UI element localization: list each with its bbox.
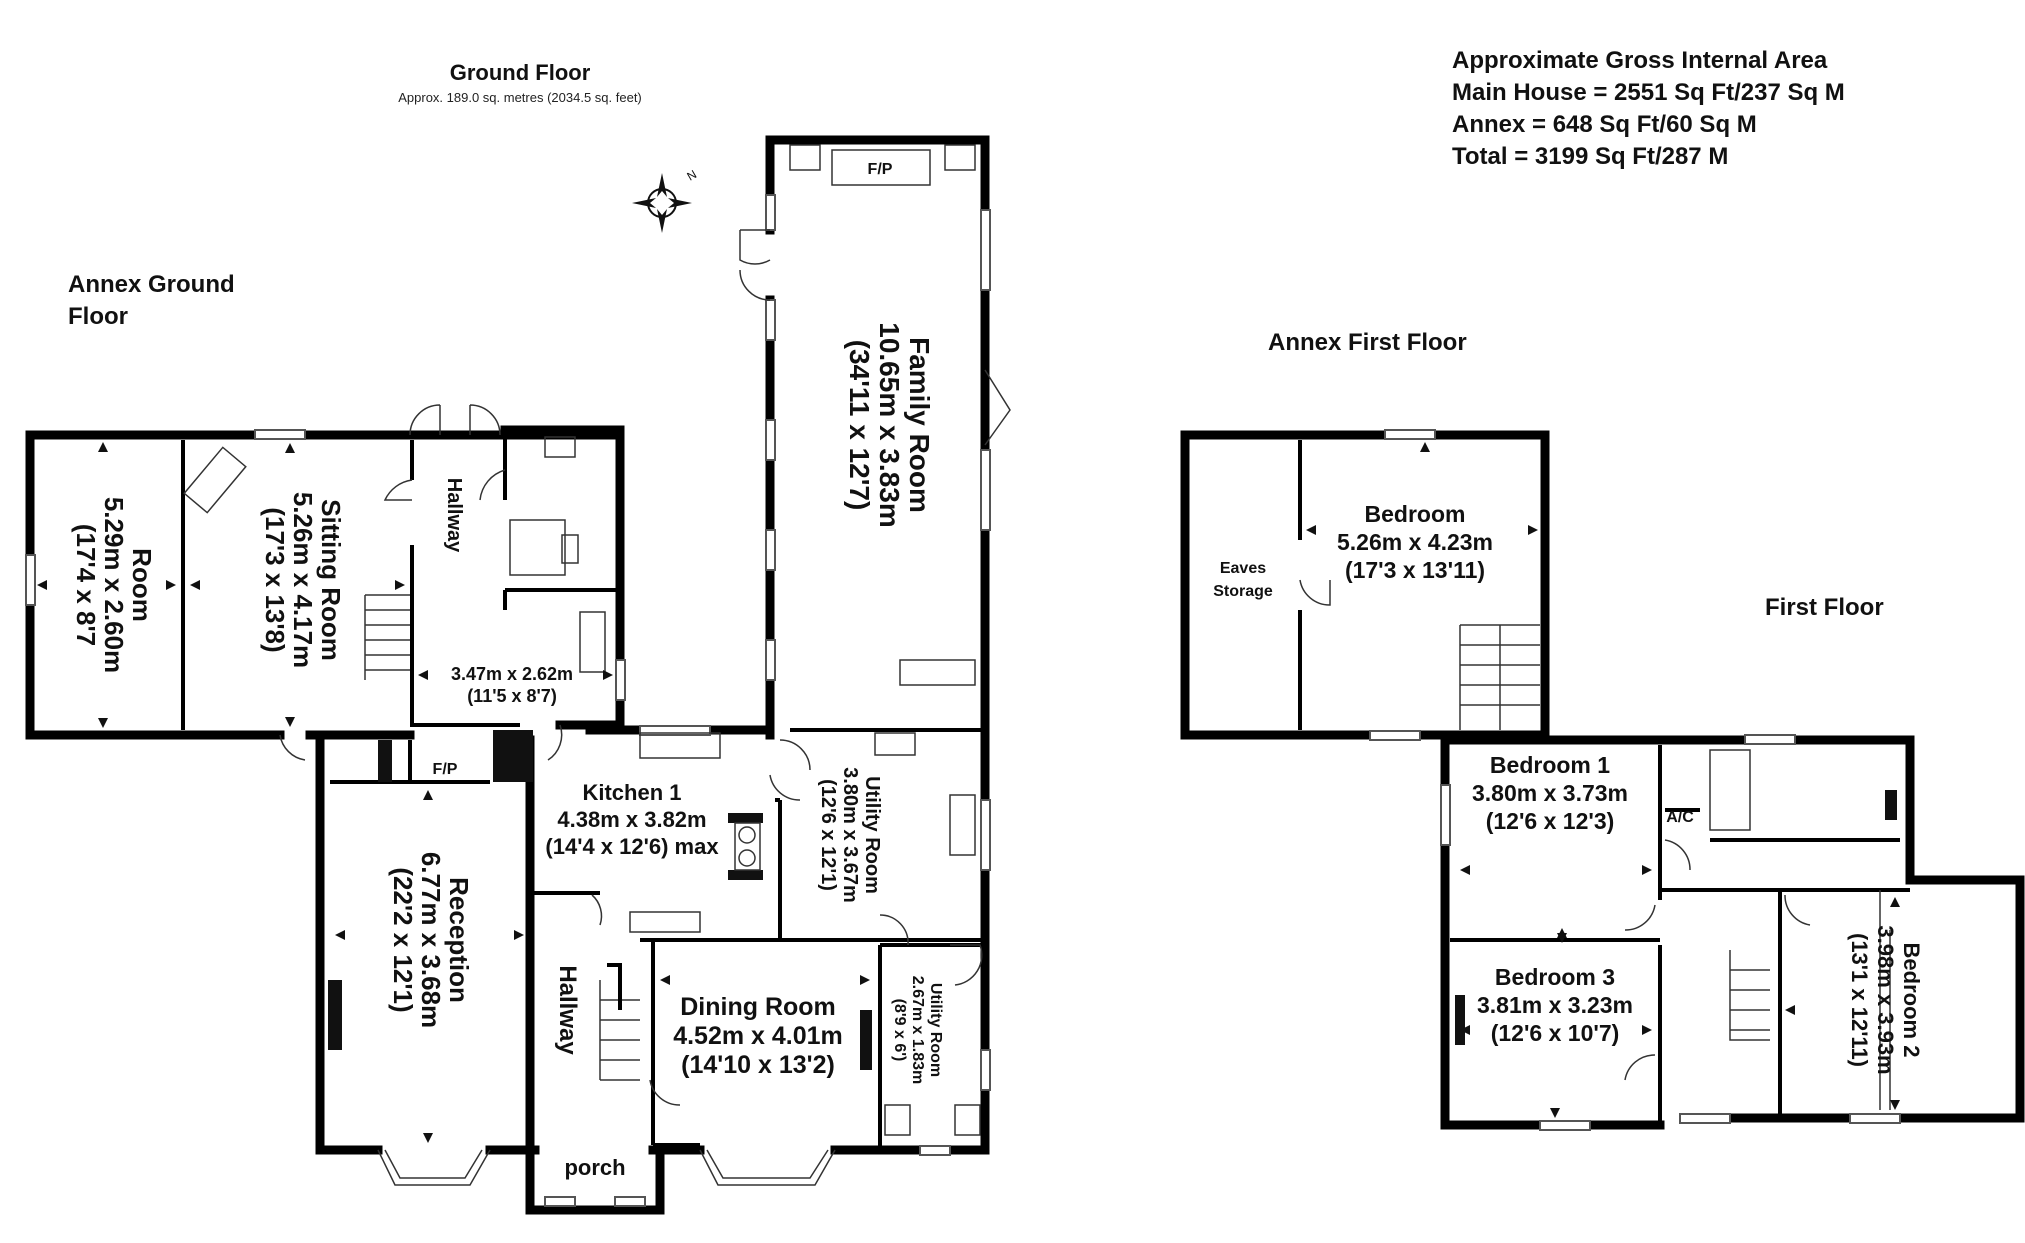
area-summary-main-house: Main House = 2551 Sq Ft/237 Sq M xyxy=(1452,79,1845,106)
annex-hallway-metric: 3.47m x 2.62m xyxy=(450,664,574,684)
family-room-imperial: (34'11 x 12'7) xyxy=(844,339,875,511)
reception-name: Reception xyxy=(444,877,474,1003)
family-room-label xyxy=(844,322,935,528)
reception-fireplace xyxy=(328,980,342,1050)
area-summary xyxy=(1452,47,1845,170)
sitting-room-metric: 5.26m x 4.17m xyxy=(288,491,318,669)
bedroom1-metric: 3.80m x 3.73m xyxy=(1471,780,1629,806)
bedroom3-imperial: (12'6 x 10'7) xyxy=(1490,1020,1620,1046)
dining-room-name: Dining Room xyxy=(680,993,836,1021)
bedroom1-imperial: (12'6 x 12'3) xyxy=(1485,808,1615,834)
sitting-room-name: Sitting Room xyxy=(316,499,346,661)
room-imperial: (17'4 x 8'7 xyxy=(71,523,101,647)
utility-room-2-imperial: (8'9 x 6') xyxy=(891,998,908,1062)
bedroom2-metric: 3.98m x 3.93m xyxy=(1873,925,1898,1075)
porch-window xyxy=(615,1197,645,1206)
dining-fireplace xyxy=(860,1010,872,1070)
annex-ground-stairs xyxy=(365,595,410,680)
bedroom2-label xyxy=(1847,925,1924,1074)
ground-floor-area-note: Approx. 189.0 sq. metres (2034.5 sq. feet) xyxy=(398,90,642,105)
first-floor-title: First Floor xyxy=(1765,594,1884,621)
sitting-room-label xyxy=(260,492,346,668)
ground-floor-title: Ground Floor xyxy=(449,60,591,85)
annex-hallway-imperial: (11'5 x 8'7) xyxy=(467,686,557,706)
reception-bay-window xyxy=(378,1150,490,1185)
bedroom2-name: Bedroom 2 xyxy=(1899,942,1924,1058)
hallway-stairs xyxy=(600,965,640,1080)
compass-icon xyxy=(632,167,699,233)
chimney-breast xyxy=(493,730,533,782)
eaves-storage-line1: Eaves xyxy=(1219,560,1267,577)
compass-north-label: N xyxy=(684,167,700,184)
area-summary-heading: Approximate Gross Internal Area xyxy=(1452,47,1828,74)
annex-ground-floor-title-line2: Floor xyxy=(68,303,128,330)
reception-imperial: (22'2 x 12'1) xyxy=(388,867,418,1013)
sitting-room-imperial: (17'3 x 13'8) xyxy=(260,507,290,653)
family-room-metric: 10.65m x 3.83m xyxy=(874,322,905,528)
bedroom1-name: Bedroom 1 xyxy=(1489,752,1611,778)
annex-ground-floor-title-line1: Annex Ground xyxy=(68,271,235,298)
dining-room-imperial: (14'10 x 13'2) xyxy=(681,1051,835,1079)
kitchen-imperial: (14'4 x 12'6) max xyxy=(545,834,719,859)
room-name: Room xyxy=(127,548,157,622)
family-room-name: Family Room xyxy=(904,337,935,513)
family-room-fp-label: F/P xyxy=(867,161,893,178)
porch-name: porch xyxy=(564,1155,626,1180)
reception-fp-label: F/P xyxy=(432,761,458,778)
annex-bedroom-imperial: (17'3 x 13'11) xyxy=(1344,557,1486,583)
annex-bedroom-name: Bedroom xyxy=(1364,501,1466,527)
porch-window xyxy=(545,1197,575,1206)
eaves-storage-line2: Storage xyxy=(1213,583,1273,600)
reception-metric: 6.77m x 3.68m xyxy=(416,851,446,1029)
ac-label: A/C xyxy=(1666,809,1694,826)
area-summary-annex: Annex = 648 Sq Ft/60 Sq M xyxy=(1452,111,1757,138)
hallway-label xyxy=(554,965,581,1055)
utility-room-2-metric: 2.67m x 1.83m xyxy=(909,975,926,1085)
dining-bay-window xyxy=(700,1150,835,1185)
utility-room-metric: 3.80m x 3.67m xyxy=(839,767,861,903)
dining-room-metric: 4.52m x 4.01m xyxy=(673,1022,843,1050)
room-label xyxy=(71,497,157,673)
utility-room-imperial: (12'6 x 12'1) xyxy=(817,779,839,891)
kitchen-name: Kitchen 1 xyxy=(582,780,682,805)
annex-hallway-name: Hallway xyxy=(443,477,465,553)
utility-room-label xyxy=(817,767,883,903)
bedroom3-metric: 3.81m x 3.23m xyxy=(1476,992,1634,1018)
kitchen-metric: 4.38m x 3.82m xyxy=(557,807,707,832)
reception-fp-block xyxy=(378,740,392,782)
annex-first-floor-title: Annex First Floor xyxy=(1268,329,1467,356)
hallway-name: Hallway xyxy=(554,965,581,1055)
bedroom2-imperial: (13'1 x 12'11) xyxy=(1847,932,1872,1068)
area-summary-total: Total = 3199 Sq Ft/287 M xyxy=(1452,143,1729,170)
utility-room-name: Utility Room xyxy=(861,776,883,894)
utility-room-2-name: Utility Room xyxy=(927,982,944,1078)
annex-hallway-label xyxy=(443,478,465,553)
utility-room-2-label xyxy=(891,976,944,1085)
room-metric: 5.29m x 2.60m xyxy=(99,496,129,674)
annex-bedroom-metric: 5.26m x 4.23m xyxy=(1336,529,1494,555)
reception-label xyxy=(388,852,474,1028)
bedroom3-name: Bedroom 3 xyxy=(1494,964,1616,990)
